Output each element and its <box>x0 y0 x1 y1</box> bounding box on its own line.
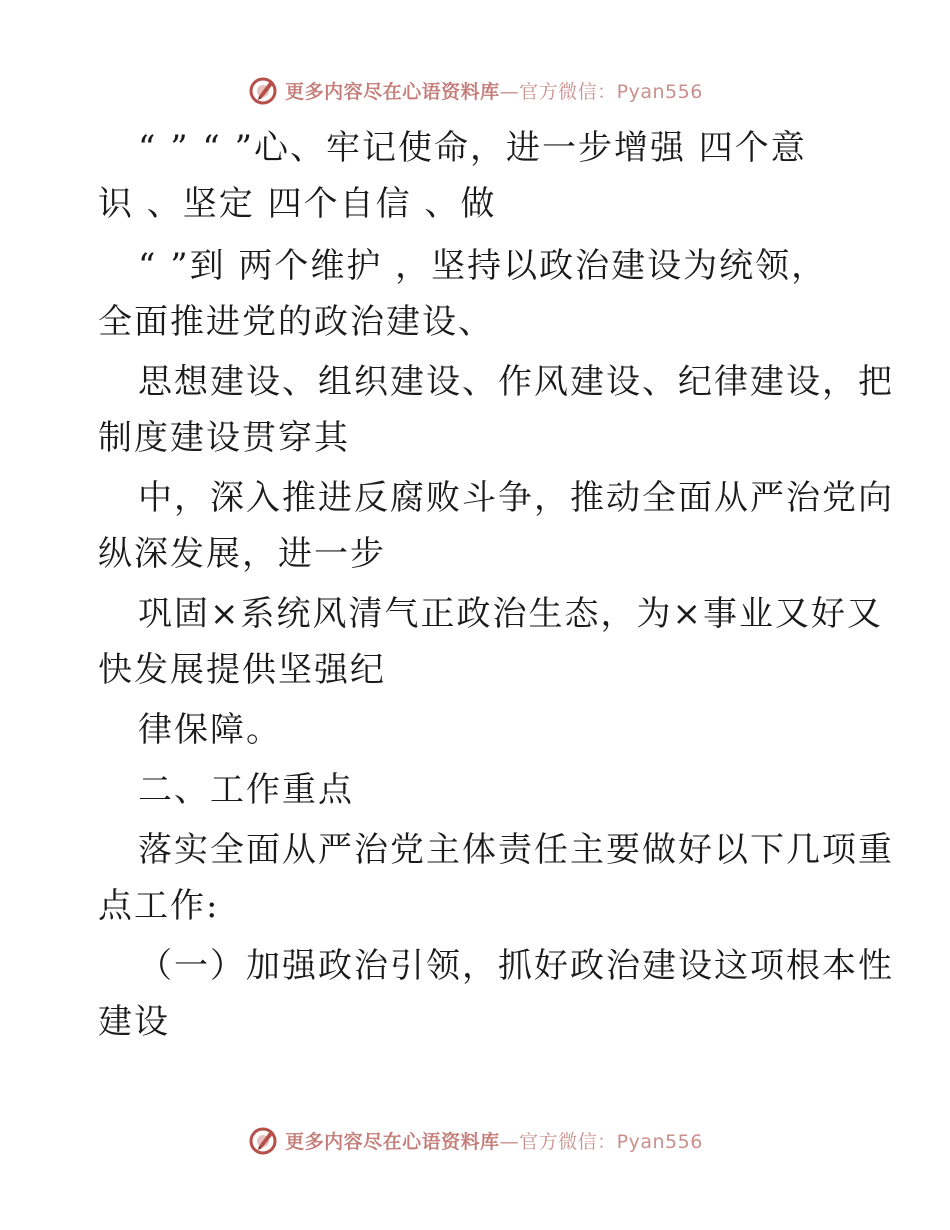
watermark-text <box>285 77 703 104</box>
pen-badge-icon <box>247 1124 279 1156</box>
text-line: 识 、坚定 四个自信 、做 <box>98 184 497 224</box>
text-line: 全面推进党的政治建设、 <box>98 302 494 342</box>
watermark-text <box>285 1127 703 1154</box>
text-line: “ ” “ ”心、牢记使命，进一步增强 四个意 <box>138 128 807 168</box>
text-line: 建设 <box>98 1002 170 1042</box>
watermark-suffix: 官方微信：Pyan556 <box>519 80 703 103</box>
watermark-suffix: 官方微信：Pyan556 <box>519 1130 703 1153</box>
watermark-main: 更多内容尽在心语资料库 <box>285 80 500 103</box>
subsection-heading: （一）加强政治引领，抓好政治建设这项根本性 <box>138 946 894 986</box>
watermark-dash: — <box>499 1130 520 1153</box>
text-line: 快发展提供坚强纪 <box>98 650 386 690</box>
watermark-header <box>0 70 950 110</box>
text-line: 律保障。 <box>138 710 282 750</box>
watermark-main: 更多内容尽在心语资料库 <box>285 1130 500 1153</box>
text-line: 思想建设、组织建设、作风建设、纪律建设，把 <box>138 362 894 402</box>
text-line: 巩固×系统风清气正政治生态，为×事业又好又 <box>138 594 883 634</box>
watermark-dash: — <box>499 80 520 103</box>
text-line: 纵深发展，进一步 <box>98 534 386 574</box>
text-line: 制度建设贯穿其 <box>98 418 350 458</box>
text-line: 点工作: <box>98 886 220 926</box>
text-line: 中，深入推进反腐败斗争，推动全面从严治党向 <box>138 478 894 518</box>
watermark-footer <box>0 1120 950 1160</box>
pen-badge-icon <box>247 74 279 106</box>
text-line: 落实全面从严治党主体责任主要做好以下几项重 <box>138 830 894 870</box>
text-line: “ ”到 两个维护 ，坚持以政治建设为统领， <box>138 246 828 286</box>
section-heading: 二、工作重点 <box>138 770 354 810</box>
